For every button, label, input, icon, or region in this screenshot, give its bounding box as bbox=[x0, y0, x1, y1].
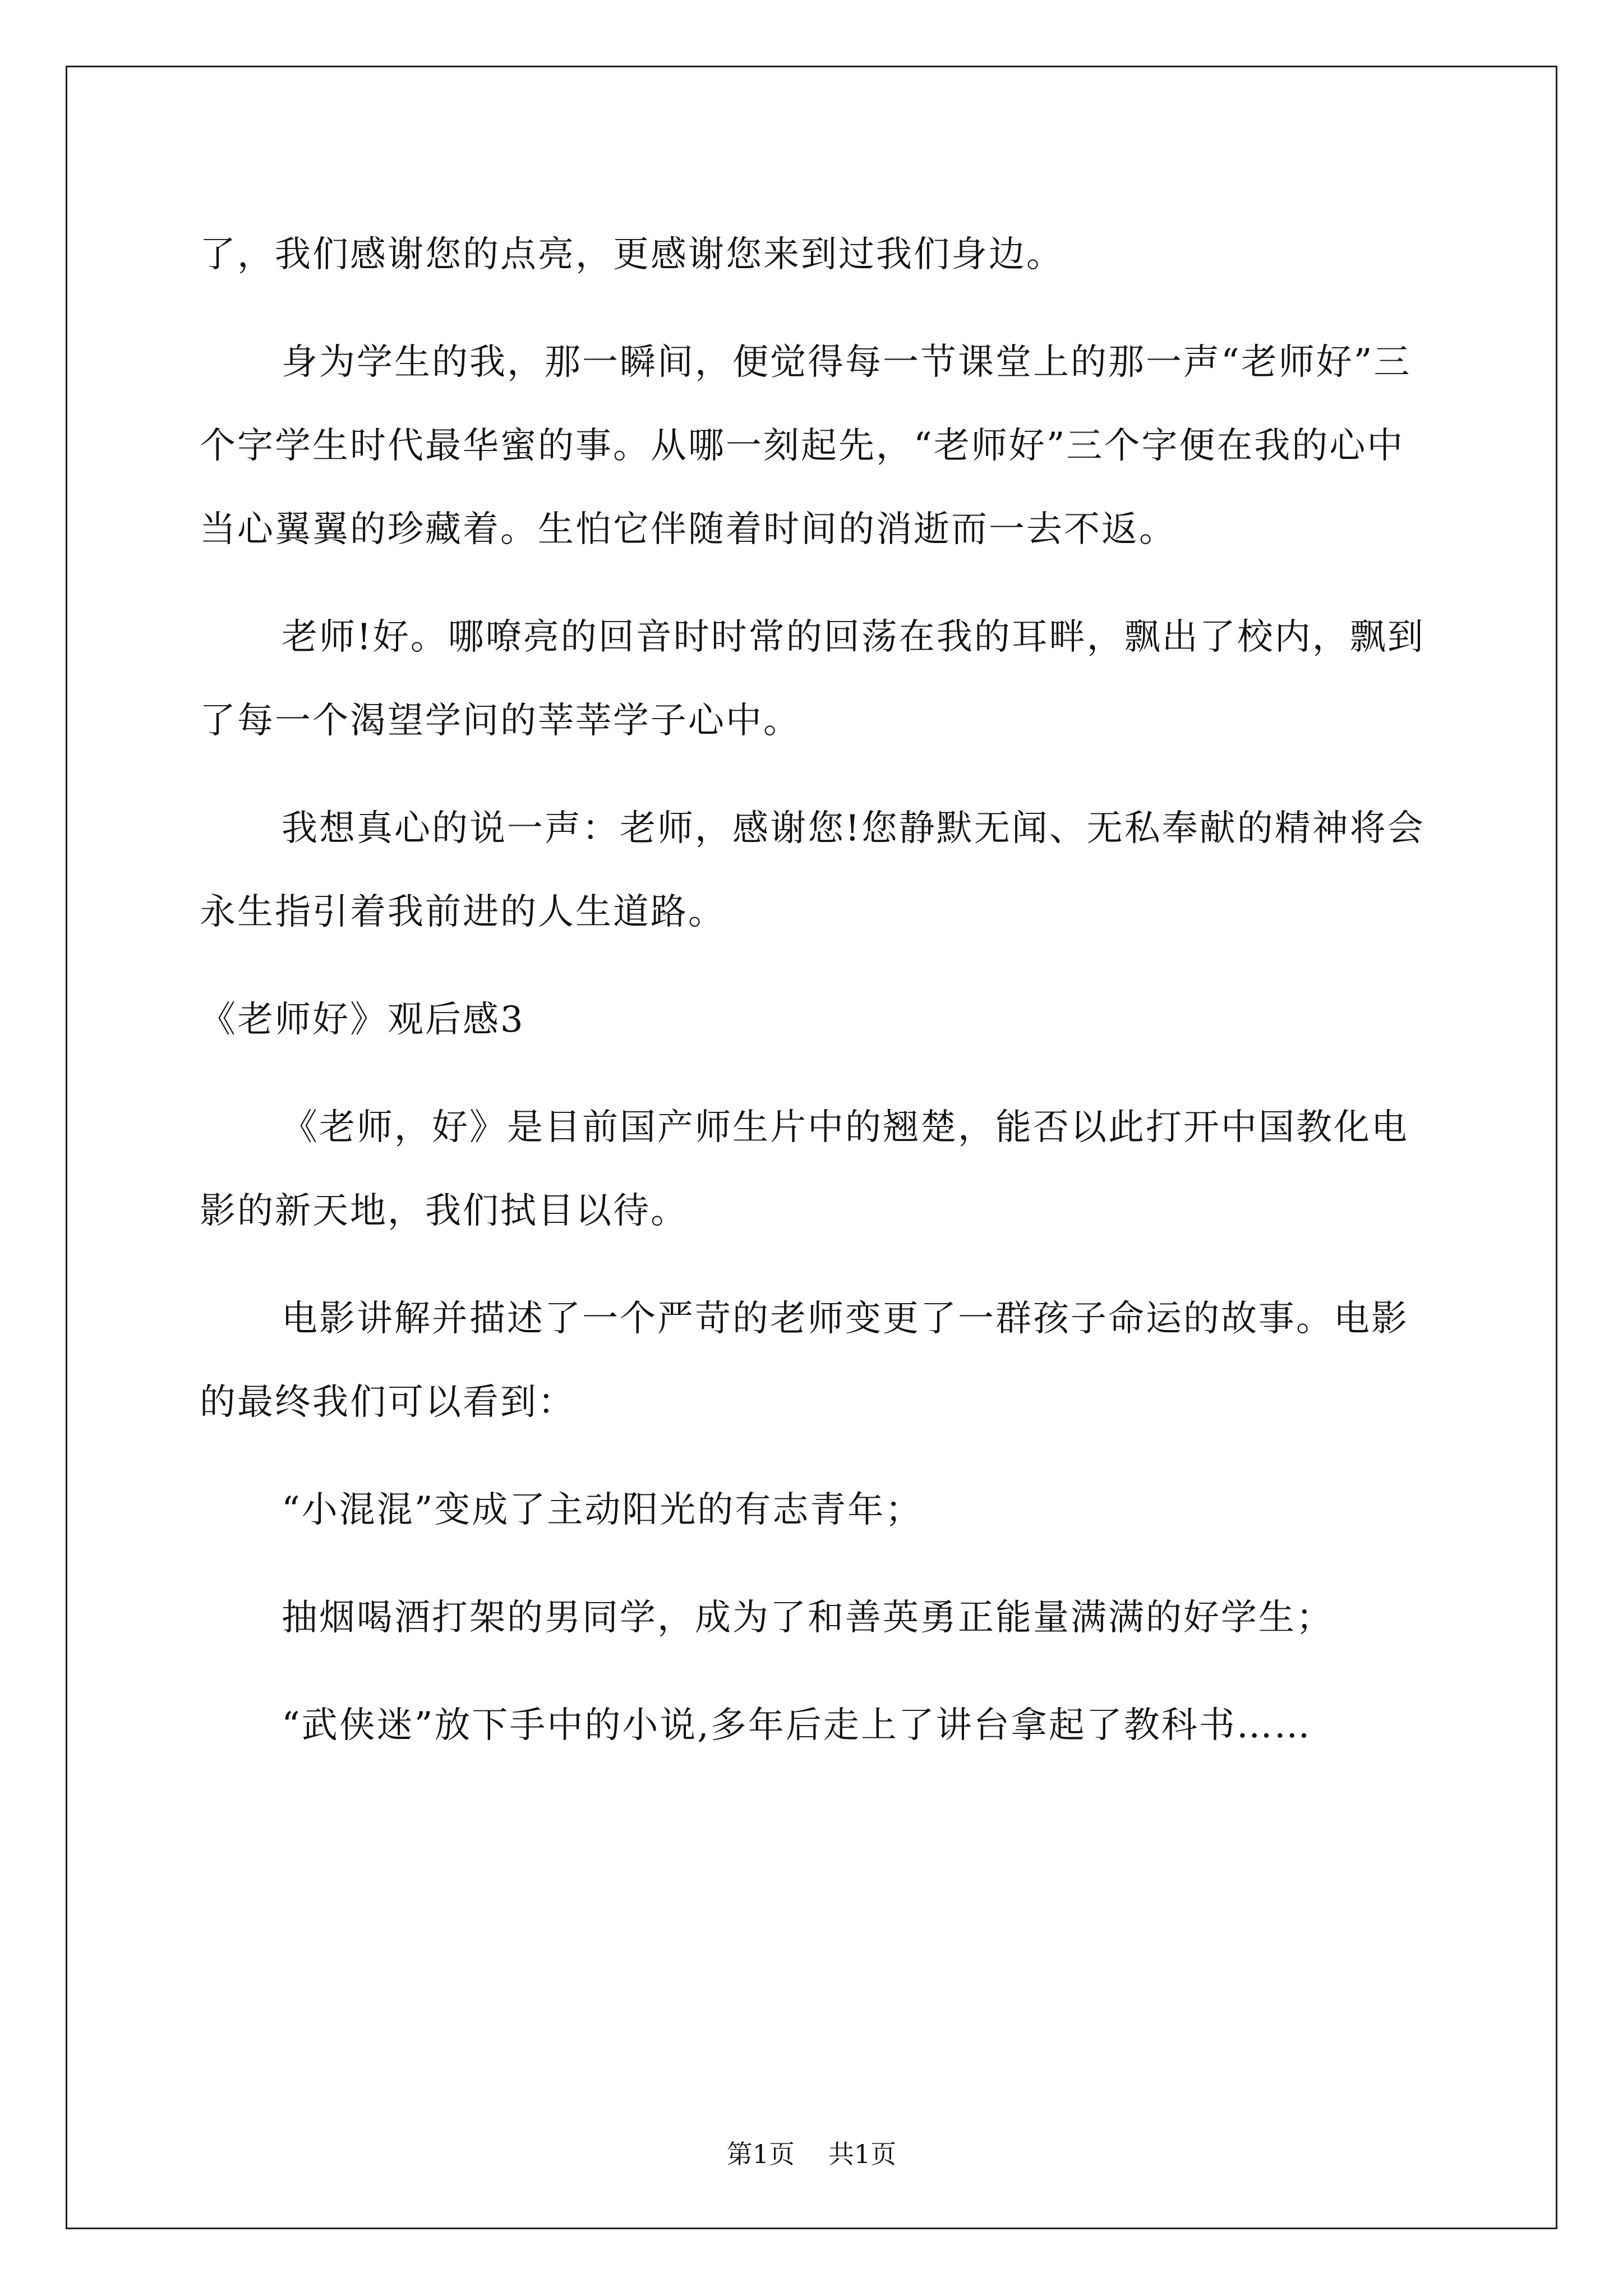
paragraph: 身为学生的我，那一瞬间，便觉得每一节课堂上的那一声“老师好”三个字学生时代最华蜜的事。从哪一刻起先，“老师好”三个字便在我的心中当心翼翼的珍藏着。生怕它伴随着时间的消逝而一去不返。 bbox=[200, 342, 1412, 550]
page-footer bbox=[0, 2137, 1623, 2171]
page-total: 共1页 bbox=[828, 2139, 897, 2169]
paragraph: “小混混”变成了主动阳光的有志青年； bbox=[282, 1489, 923, 1531]
paragraph: 电影讲解并描述了一个严苛的老师变更了一群孩子命运的故事。电影的最终我们可以看到： bbox=[200, 1298, 1409, 1423]
document-body bbox=[200, 213, 1433, 1792]
paragraph: 老师!好。哪嘹亮的回音时时常的回荡在我的耳畔，飘出了校内，飘到了每一个渴望学问的莘莘学子心中。 bbox=[200, 616, 1425, 742]
page-number: 第1页 bbox=[726, 2139, 795, 2169]
paragraph-continuation: 了，我们感谢您的点亮，更感谢您来到过我们身边。 bbox=[200, 234, 1064, 275]
paragraph: 我想真心的说一声：老师，感谢您!您静默无闻、无私奉献的精神将会永生指引着我前进的人生道路。 bbox=[200, 808, 1425, 933]
paragraph: “武侠迷”放下手中的小说,多年后走上了讲台拿起了教科书…… bbox=[282, 1705, 1312, 1746]
paragraph: 《老师，好》是目前国产师生片中的翘楚，能否以此打开中国教化电影的新天地，我们拭目以待。 bbox=[200, 1107, 1409, 1232]
section-heading: 《老师好》观后感3 bbox=[200, 999, 525, 1041]
paragraph: 抽烟喝酒打架的男同学，成为了和善英勇正能量满满的好学生； bbox=[282, 1597, 1334, 1639]
